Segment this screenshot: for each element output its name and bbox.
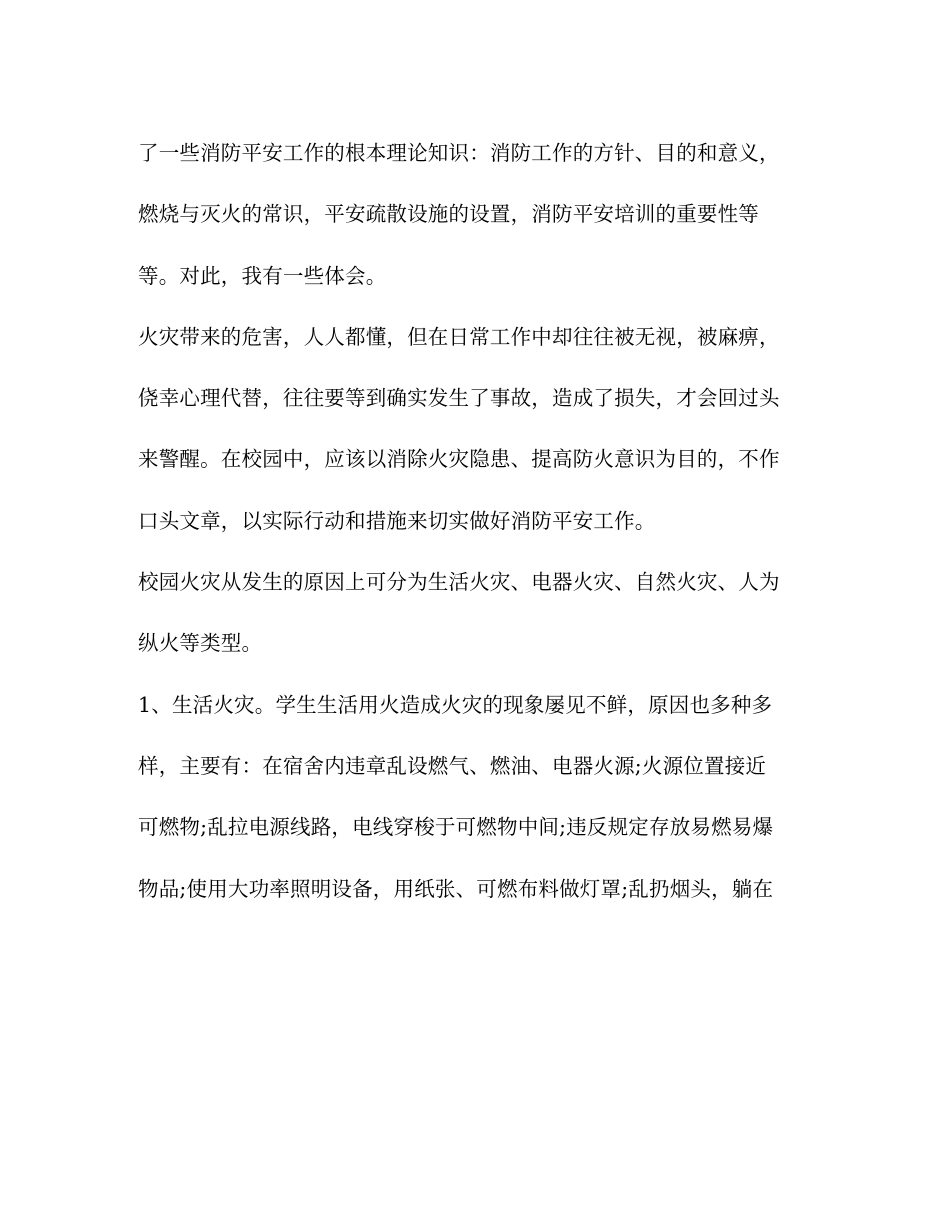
text-line: 物品;使用大功率照明设备，用纸张、可燃布料做灯罩;乱扔烟头，躺在	[138, 876, 774, 901]
text-line: 样，主要有：在宿舍内违章乱设燃气、燃油、电器火源;火源位置接近	[138, 753, 767, 778]
text-line: 来警醒。在校园中，应该以消除火灾隐患、提高防火意识为目的，不作	[138, 447, 780, 472]
text-line: 口头文章，以实际行动和措施来切实做好消防平安工作。	[138, 508, 656, 533]
text-line: 火灾带来的危害，人人都懂，但在日常工作中却往往被无视，被麻痹，	[138, 324, 780, 349]
text-line: 纵火等类型。	[138, 631, 263, 656]
text-line: 可燃物;乱拉电源线路，电线穿梭于可燃物中间;违反规定存放易燃易爆	[138, 815, 774, 840]
text-line: 侥幸心理代替，往往要等到确实发生了事故，造成了损失，才会回过头	[138, 386, 780, 411]
text-line: 1、生活火灾。学生生活用火造成火灾的现象屡见不鲜，原因也多种多	[138, 692, 773, 717]
document-body	[138, 123, 818, 920]
text-line: 等。对此，我有一些体会。	[138, 263, 387, 288]
text-line: 校园火灾从发生的原因上可分为生活火灾、电器火灾、自然火灾、人为	[138, 570, 780, 595]
text-line: 了一些消防平安工作的根本理论知识：消防工作的方针、目的和意义，	[138, 141, 780, 165]
text-line: 燃烧与灭火的常识，平安疏散设施的设置，消防平安培训的重要性等	[138, 202, 759, 227]
